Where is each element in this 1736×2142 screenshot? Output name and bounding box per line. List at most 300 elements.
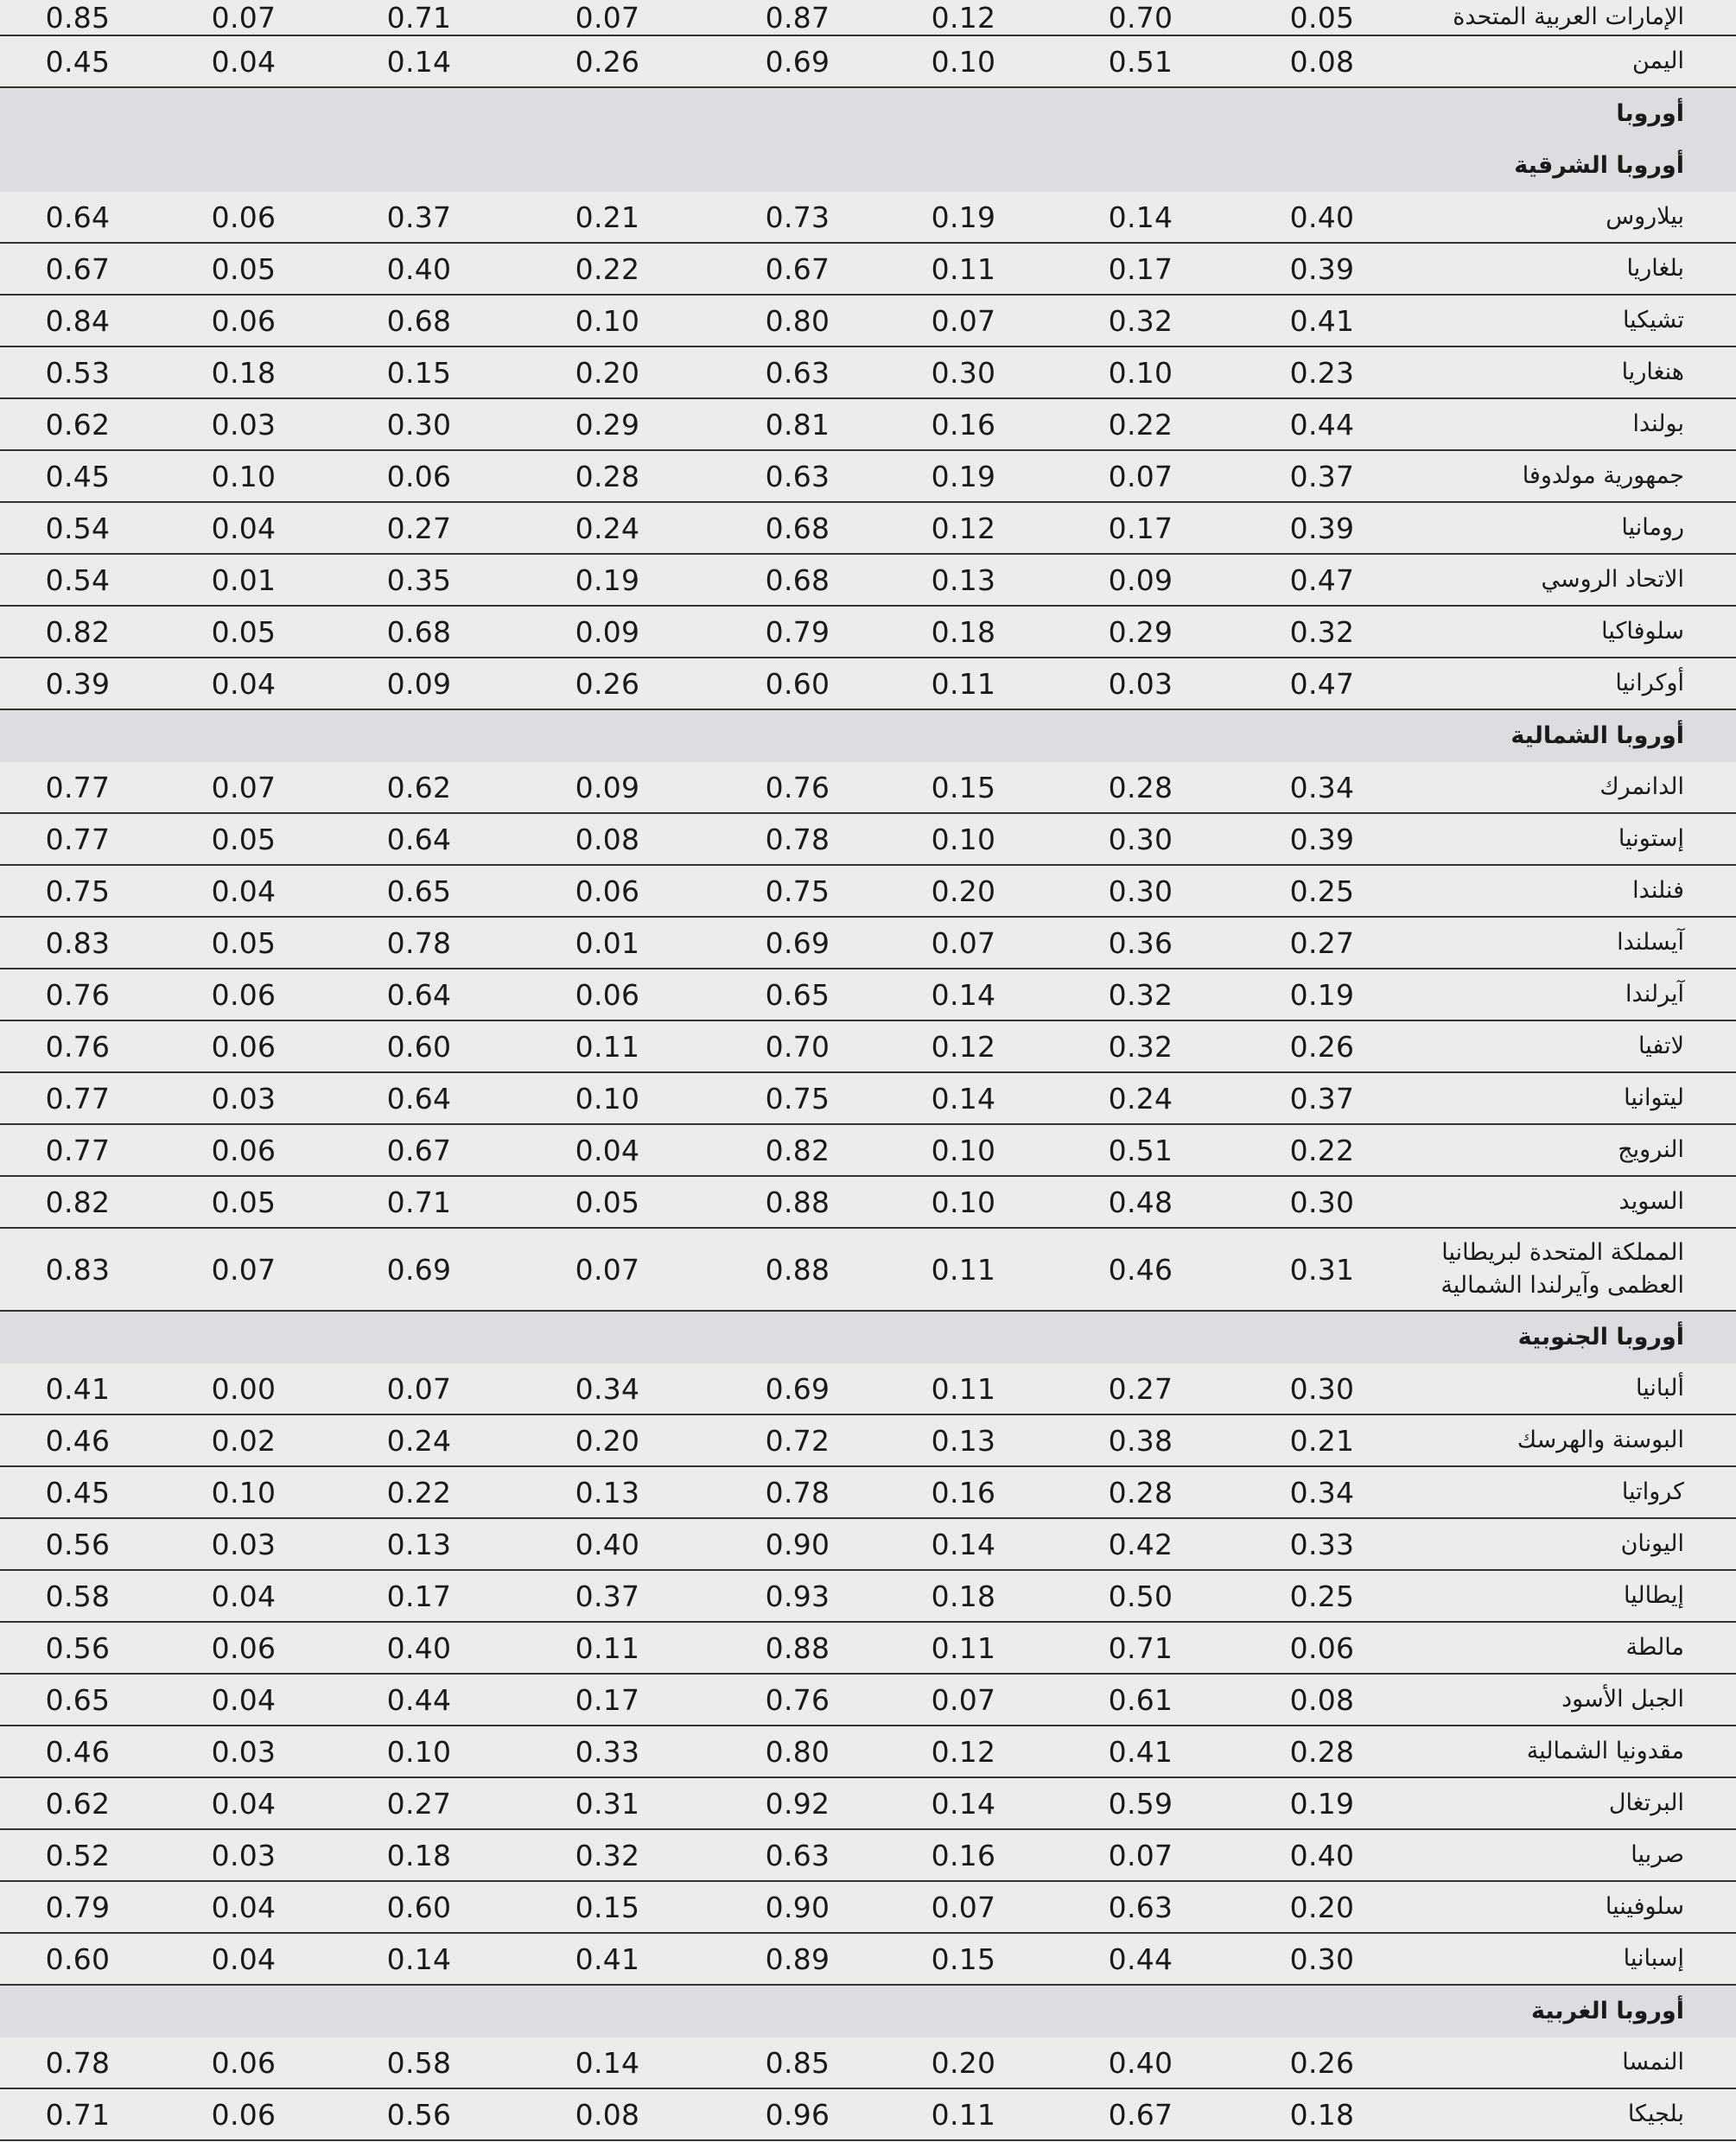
value-cell: 0.69 (386, 1252, 452, 1287)
table-row (0, 1882, 1736, 1934)
table-row (0, 607, 1736, 658)
value-cell: 0.38 (1108, 1423, 1173, 1458)
value-cell: 0.32 (575, 1838, 640, 1872)
value-cell: 0.56 (386, 2097, 452, 2132)
value-cell: 0.26 (1289, 2045, 1355, 2080)
value-cell: 0.17 (1108, 511, 1173, 545)
value-cell: 0.63 (765, 459, 830, 493)
value-cell: 0.10 (386, 1734, 452, 1769)
value-cell: 0.84 (45, 303, 111, 338)
value-cell: 0.08 (1289, 1682, 1355, 1717)
value-cell: 0.30 (1289, 1942, 1355, 1976)
value-cell: 0.63 (765, 355, 830, 390)
value-cell: 0.13 (386, 1527, 452, 1561)
value-cell: 0.26 (575, 666, 640, 701)
value-cell: 0.24 (575, 511, 640, 545)
table-row (0, 1467, 1736, 1519)
value-cell: 0.29 (575, 407, 640, 442)
value-cell: 0.30 (931, 355, 996, 390)
country-name: الجبل الأسود (1561, 1686, 1684, 1713)
value-cell: 0.69 (765, 1371, 830, 1406)
value-cell: 0.11 (931, 2097, 996, 2132)
group-header-row (0, 1312, 1736, 1363)
table-row (0, 296, 1736, 347)
value-cell: 0.32 (1108, 977, 1173, 1012)
value-cell: 0.71 (386, 0, 452, 35)
value-cell: 0.30 (1108, 874, 1173, 908)
table-row (0, 918, 1736, 969)
value-cell: 0.19 (575, 563, 640, 597)
value-cell: 0.27 (1289, 925, 1355, 960)
value-cell: 0.40 (575, 1527, 640, 1561)
value-cell: 0.04 (211, 1786, 277, 1821)
value-cell: 0.25 (1289, 1579, 1355, 1613)
value-cell: 0.54 (45, 563, 111, 597)
value-cell: 0.56 (45, 1527, 111, 1561)
table-row (0, 1415, 1736, 1467)
group-label: أوروبا الجنوبية (1517, 1324, 1684, 1351)
value-cell: 0.35 (386, 563, 452, 597)
value-cell: 0.18 (931, 1579, 996, 1613)
value-cell: 0.78 (386, 925, 452, 960)
country-name: بلغاريا (1626, 255, 1684, 282)
value-cell: 0.22 (575, 251, 640, 286)
value-cell: 0.41 (1108, 1734, 1173, 1769)
country-name: مقدونيا الشمالية (1526, 1738, 1684, 1764)
value-cell: 0.20 (931, 2045, 996, 2080)
value-cell: 0.28 (575, 459, 640, 493)
value-cell: 0.12 (931, 1029, 996, 1064)
value-cell: 0.19 (931, 200, 996, 234)
value-cell: 0.42 (1108, 1527, 1173, 1561)
value-cell: 0.18 (386, 1838, 452, 1872)
value-cell: 0.39 (1289, 822, 1355, 856)
table-row (0, 1363, 1736, 1415)
value-cell: 0.78 (765, 822, 830, 856)
value-cell: 0.20 (931, 874, 996, 908)
value-cell: 0.88 (765, 1630, 830, 1665)
value-cell: 0.01 (575, 925, 640, 960)
value-cell: 0.10 (211, 1475, 277, 1510)
value-cell: 0.07 (931, 1682, 996, 1717)
value-cell: 0.30 (386, 407, 452, 442)
value-cell: 0.47 (1289, 666, 1355, 701)
value-cell: 0.06 (211, 1029, 277, 1064)
value-cell: 0.71 (45, 2097, 111, 2132)
value-cell: 0.19 (1289, 977, 1355, 1012)
value-cell: 0.08 (575, 822, 640, 856)
value-cell: 0.60 (45, 1942, 111, 1976)
table-row (0, 969, 1736, 1021)
group-header-row (0, 1986, 1736, 2037)
value-cell: 0.39 (1289, 251, 1355, 286)
value-cell: 0.45 (45, 44, 111, 79)
value-cell: 0.05 (575, 1185, 640, 1219)
value-cell: 0.21 (575, 200, 640, 234)
value-cell: 0.07 (1108, 459, 1173, 493)
value-cell: 0.78 (765, 1475, 830, 1510)
value-cell: 0.06 (211, 200, 277, 234)
value-cell: 0.60 (386, 1029, 452, 1064)
value-cell: 0.52 (45, 1838, 111, 1872)
group-label: أوروبا الغربية (1530, 1998, 1684, 2024)
value-cell: 0.08 (1289, 44, 1355, 79)
table-row (0, 1021, 1736, 1073)
value-cell: 0.71 (1108, 1630, 1173, 1665)
value-cell: 0.46 (45, 1734, 111, 1769)
value-cell: 0.07 (211, 770, 277, 804)
value-cell: 0.46 (45, 1423, 111, 1458)
country-name: الدانمرك (1599, 773, 1684, 800)
value-cell: 0.17 (386, 1579, 452, 1613)
value-cell: 0.50 (1108, 1579, 1173, 1613)
value-cell: 0.05 (211, 925, 277, 960)
value-cell: 0.19 (931, 459, 996, 493)
value-cell: 0.75 (45, 874, 111, 908)
value-cell: 0.82 (45, 614, 111, 649)
group-header-row (0, 710, 1736, 762)
value-cell: 0.07 (211, 0, 277, 35)
table-row (0, 1229, 1736, 1312)
value-cell: 0.92 (765, 1786, 830, 1821)
value-cell: 0.03 (211, 1734, 277, 1769)
country-name: النرويج (1618, 1136, 1684, 1163)
value-cell: 0.11 (575, 1630, 640, 1665)
value-cell: 0.65 (45, 1682, 111, 1717)
country-name: البوسنة والهرسك (1517, 1427, 1684, 1453)
value-cell: 0.68 (765, 511, 830, 545)
value-cell: 0.07 (931, 1890, 996, 1924)
value-cell: 0.05 (211, 1185, 277, 1219)
value-cell: 0.76 (45, 977, 111, 1012)
value-cell: 0.58 (386, 2045, 452, 2080)
group-header-row (0, 88, 1736, 140)
value-cell: 0.56 (45, 1630, 111, 1665)
country-name: اليمن (1631, 48, 1684, 74)
country-name: إسبانيا (1623, 1945, 1684, 1972)
value-cell: 0.77 (45, 770, 111, 804)
value-cell: 0.05 (211, 822, 277, 856)
value-cell: 0.17 (575, 1682, 640, 1717)
value-cell: 0.12 (931, 0, 996, 35)
value-cell: 0.05 (1289, 0, 1355, 35)
country-name: سلوفاكيا (1601, 618, 1684, 645)
value-cell: 0.34 (1289, 770, 1355, 804)
value-cell: 0.75 (765, 874, 830, 908)
value-cell: 0.26 (1289, 1029, 1355, 1064)
value-cell: 0.09 (575, 614, 640, 649)
value-cell: 0.09 (386, 666, 452, 701)
value-cell: 0.68 (386, 614, 452, 649)
value-cell: 0.10 (931, 1133, 996, 1167)
value-cell: 0.62 (386, 770, 452, 804)
value-cell: 0.96 (765, 2097, 830, 2132)
table-row (0, 503, 1736, 555)
value-cell: 0.33 (1289, 1527, 1355, 1561)
value-cell: 0.11 (931, 251, 996, 286)
value-cell: 0.60 (386, 1890, 452, 1924)
value-cell: 0.24 (386, 1423, 452, 1458)
value-cell: 0.31 (575, 1786, 640, 1821)
value-cell: 0.40 (1108, 2045, 1173, 2080)
value-cell: 0.04 (211, 511, 277, 545)
value-cell: 0.29 (1108, 614, 1173, 649)
value-cell: 0.67 (1108, 2097, 1173, 2132)
value-cell: 0.85 (45, 0, 111, 35)
group-header-row (0, 140, 1736, 192)
value-cell: 0.13 (931, 1423, 996, 1458)
value-cell: 0.30 (1289, 1371, 1355, 1406)
value-cell: 0.06 (211, 2097, 277, 2132)
table-row (0, 814, 1736, 866)
table-row (0, 451, 1736, 503)
value-cell: 0.02 (211, 1423, 277, 1458)
value-cell: 0.12 (931, 1734, 996, 1769)
value-cell: 0.14 (1108, 200, 1173, 234)
value-cell: 0.79 (45, 1890, 111, 1924)
value-cell: 0.78 (45, 2045, 111, 2080)
value-cell: 0.11 (931, 1252, 996, 1287)
value-cell: 0.12 (931, 511, 996, 545)
value-cell: 0.14 (931, 1786, 996, 1821)
value-cell: 0.04 (211, 1579, 277, 1613)
value-cell: 0.13 (931, 563, 996, 597)
value-cell: 0.68 (765, 563, 830, 597)
value-cell: 0.14 (931, 977, 996, 1012)
value-cell: 0.32 (1289, 614, 1355, 649)
value-cell: 0.11 (931, 666, 996, 701)
value-cell: 0.18 (1289, 2097, 1355, 2132)
value-cell: 0.36 (1108, 925, 1173, 960)
value-cell: 0.07 (931, 925, 996, 960)
value-cell: 0.64 (45, 200, 111, 234)
value-cell: 0.30 (1108, 822, 1173, 856)
country-name: بيلاروس (1606, 203, 1684, 230)
country-name: هنغاريا (1621, 359, 1684, 385)
country-name: ألبانيا (1636, 1375, 1684, 1402)
value-cell: 0.44 (1108, 1942, 1173, 1976)
table-row (0, 1830, 1736, 1882)
value-cell: 0.44 (1289, 407, 1355, 442)
value-cell: 0.46 (1108, 1252, 1173, 1287)
value-cell: 0.11 (575, 1029, 640, 1064)
country-name: الاتحاد الروسي (1541, 566, 1684, 593)
country-name: تشيكيا (1622, 307, 1684, 334)
value-cell: 0.10 (1108, 355, 1173, 390)
value-cell: 0.04 (575, 1133, 640, 1167)
value-cell: 0.77 (45, 1133, 111, 1167)
value-cell: 0.76 (45, 1029, 111, 1064)
value-cell: 0.04 (211, 1942, 277, 1976)
country-name: كرواتيا (1621, 1478, 1684, 1505)
value-cell: 0.14 (575, 2045, 640, 2080)
value-cell: 0.07 (575, 1252, 640, 1287)
value-cell: 0.69 (765, 925, 830, 960)
country-name: لاتفيا (1638, 1033, 1684, 1059)
country-name: الإمارات العربية المتحدة (1453, 3, 1684, 30)
value-cell: 0.10 (931, 44, 996, 79)
table-row (0, 2089, 1736, 2141)
table-row (0, 244, 1736, 296)
value-cell: 0.22 (386, 1475, 452, 1510)
value-cell: 0.03 (211, 407, 277, 442)
value-cell: 0.67 (45, 251, 111, 286)
table-row (0, 1675, 1736, 1726)
value-cell: 0.20 (1289, 1890, 1355, 1924)
value-cell: 0.47 (1289, 563, 1355, 597)
value-cell: 0.07 (575, 0, 640, 35)
value-cell: 0.87 (765, 0, 830, 35)
value-cell: 0.06 (211, 303, 277, 338)
value-cell: 0.06 (211, 1630, 277, 1665)
value-cell: 0.34 (1289, 1475, 1355, 1510)
country-name: إيطاليا (1624, 1582, 1684, 1609)
value-cell: 0.25 (1289, 874, 1355, 908)
country-name: السويد (1618, 1188, 1684, 1215)
value-cell: 0.73 (765, 200, 830, 234)
table-row (0, 0, 1736, 36)
value-cell: 0.27 (386, 511, 452, 545)
value-cell: 0.04 (211, 44, 277, 79)
value-cell: 0.15 (931, 1942, 996, 1976)
country-name: آيسلندا (1617, 929, 1684, 956)
group-label: أوروبا الشمالية (1510, 722, 1684, 749)
value-cell: 0.51 (1108, 1133, 1173, 1167)
country-name: آيرلندا (1625, 981, 1684, 1007)
table-row (0, 762, 1736, 814)
value-cell: 0.09 (575, 770, 640, 804)
value-cell: 0.16 (931, 1838, 996, 1872)
value-cell: 0.09 (1108, 563, 1173, 597)
value-cell: 0.70 (765, 1029, 830, 1064)
value-cell: 0.04 (211, 874, 277, 908)
value-cell: 0.61 (1108, 1682, 1173, 1717)
value-cell: 0.67 (386, 1133, 452, 1167)
value-cell: 0.20 (575, 355, 640, 390)
group-label: أوروبا (1616, 100, 1684, 127)
table-row (0, 1623, 1736, 1675)
value-cell: 0.39 (45, 666, 111, 701)
value-cell: 0.63 (765, 1838, 830, 1872)
value-cell: 0.80 (765, 1734, 830, 1769)
value-cell: 0.14 (931, 1527, 996, 1561)
value-cell: 0.13 (575, 1475, 640, 1510)
value-cell: 0.45 (45, 1475, 111, 1510)
table-row (0, 1571, 1736, 1623)
value-cell: 0.68 (386, 303, 452, 338)
table-row (0, 399, 1736, 451)
value-cell: 0.54 (45, 511, 111, 545)
value-cell: 0.01 (211, 563, 277, 597)
value-cell: 0.28 (1289, 1734, 1355, 1769)
value-cell: 0.28 (1108, 1475, 1173, 1510)
value-cell: 0.28 (1108, 770, 1173, 804)
value-cell: 0.41 (1289, 303, 1355, 338)
value-cell: 0.06 (211, 2045, 277, 2080)
value-cell: 0.79 (765, 614, 830, 649)
value-cell: 0.40 (386, 251, 452, 286)
value-cell: 0.45 (45, 459, 111, 493)
country-name: اليونان (1620, 1530, 1684, 1557)
value-cell: 0.07 (1108, 1838, 1173, 1872)
value-cell: 0.71 (386, 1185, 452, 1219)
value-cell: 0.39 (1289, 511, 1355, 545)
value-cell: 0.14 (386, 1942, 452, 1976)
value-cell: 0.83 (45, 925, 111, 960)
table-row (0, 1778, 1736, 1830)
value-cell: 0.11 (931, 1371, 996, 1406)
value-cell: 0.06 (1289, 1630, 1355, 1665)
value-cell: 0.37 (1289, 459, 1355, 493)
value-cell: 0.90 (765, 1890, 830, 1924)
value-cell: 0.37 (386, 200, 452, 234)
value-cell: 0.65 (765, 977, 830, 1012)
value-cell: 0.10 (211, 459, 277, 493)
table-row (0, 347, 1736, 399)
table-row (0, 1125, 1736, 1177)
value-cell: 0.07 (931, 303, 996, 338)
group-label: أوروبا الشرقية (1514, 152, 1684, 179)
value-cell: 0.03 (211, 1527, 277, 1561)
table-row (0, 1177, 1736, 1229)
value-cell: 0.72 (765, 1423, 830, 1458)
value-cell: 0.05 (211, 251, 277, 286)
value-cell: 0.60 (765, 666, 830, 701)
table-row (0, 1519, 1736, 1571)
country-name: رومانيا (1621, 514, 1684, 541)
value-cell: 0.40 (1289, 200, 1355, 234)
value-cell: 0.40 (386, 1630, 452, 1665)
value-cell: 0.80 (765, 303, 830, 338)
value-cell: 0.18 (931, 614, 996, 649)
value-cell: 0.51 (1108, 44, 1173, 79)
value-cell: 0.21 (1289, 1423, 1355, 1458)
value-cell: 0.77 (45, 822, 111, 856)
value-cell: 0.64 (386, 822, 452, 856)
value-cell: 0.24 (1108, 1081, 1173, 1115)
table-row (0, 192, 1736, 244)
value-cell: 0.59 (1108, 1786, 1173, 1821)
value-cell: 0.70 (1108, 0, 1173, 35)
value-cell: 0.82 (45, 1185, 111, 1219)
value-cell: 0.11 (931, 1630, 996, 1665)
value-cell: 0.58 (45, 1579, 111, 1613)
value-cell: 0.76 (765, 1682, 830, 1717)
value-cell: 0.89 (765, 1942, 830, 1976)
value-cell: 0.06 (575, 874, 640, 908)
country-name: أوكرانيا (1615, 670, 1684, 696)
country-name: فنلندا (1632, 877, 1684, 904)
table-row (0, 2037, 1736, 2089)
country-name: ليتوانيا (1624, 1084, 1684, 1111)
value-cell: 0.33 (575, 1734, 640, 1769)
value-cell: 0.10 (931, 822, 996, 856)
country-name: إستونيا (1618, 825, 1684, 852)
value-cell: 0.41 (575, 1942, 640, 1976)
value-cell: 0.37 (575, 1579, 640, 1613)
value-cell: 0.15 (386, 355, 452, 390)
country-name: النمسا (1622, 2049, 1684, 2075)
table-row (0, 555, 1736, 607)
value-cell: 0.06 (211, 977, 277, 1012)
value-cell: 0.64 (386, 1081, 452, 1115)
value-cell: 0.67 (765, 251, 830, 286)
value-cell: 0.32 (1108, 303, 1173, 338)
value-cell: 0.03 (211, 1081, 277, 1115)
country-name: سلوفينيا (1605, 1893, 1684, 1920)
value-cell: 0.05 (211, 614, 277, 649)
value-cell: 0.88 (765, 1252, 830, 1287)
